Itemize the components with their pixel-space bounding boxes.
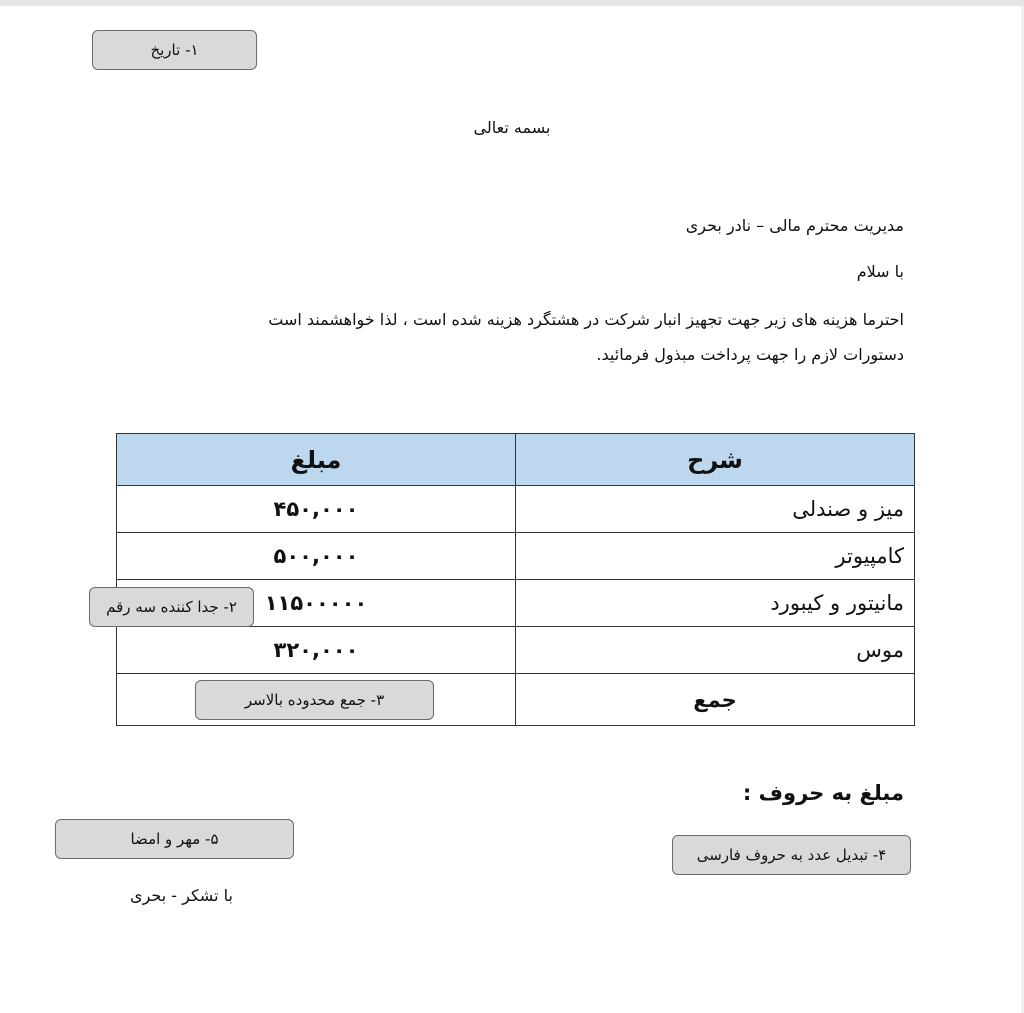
row-description: موس xyxy=(516,627,915,674)
callout-sum: ۳- جمع محدوده بالاسر xyxy=(195,680,434,720)
header-description: شرح xyxy=(516,434,915,486)
letter-body xyxy=(144,302,904,372)
callout-date: ۱- تاریخ xyxy=(92,30,257,70)
row-amount: ۱۱۵۰۰۰۰۰ xyxy=(117,580,516,627)
row-amount: ۵۰۰,۰۰۰ xyxy=(117,533,516,580)
header-amount: مبلغ xyxy=(117,434,516,486)
letter-heading: بسمه تعالی xyxy=(473,118,551,137)
amount-in-words-label: مبلغ به حروف : xyxy=(742,781,904,805)
letter-recipient: مدیریت محترم مالی – نادر بحری xyxy=(685,216,904,235)
callout-separator: ۲- جدا کننده سه رقم xyxy=(89,587,254,627)
table-row xyxy=(117,627,915,674)
letter-body-line-2: دستورات لازم را جهت پرداخت مبذول فرمائید. xyxy=(596,345,904,364)
letter-greeting: با سلام xyxy=(856,262,904,281)
row-description: کامپیوتر xyxy=(516,533,915,580)
row-amount: ۴۵۰,۰۰۰ xyxy=(117,486,516,533)
row-description: میز و صندلی xyxy=(516,486,915,533)
table-row xyxy=(117,533,915,580)
callout-number-to-words: ۴- تبدیل عدد به حروف فارسی xyxy=(672,835,911,875)
table-row xyxy=(117,486,915,533)
letter-signature: با تشکر - بحری xyxy=(130,886,233,905)
table-header-row xyxy=(117,434,915,486)
total-label: جمع xyxy=(516,674,915,726)
row-description: مانیتور و کیبورد xyxy=(516,580,915,627)
letter-body-line-1: احترما هزینه های زیر جهت تجهیز انبار شرکت در هشتگرد هزینه شده است ، لذا خواهشمند است xyxy=(268,310,904,329)
row-amount: ۳۲۰,۰۰۰ xyxy=(117,627,516,674)
callout-seal: ۵- مهر و امضا xyxy=(55,819,294,859)
